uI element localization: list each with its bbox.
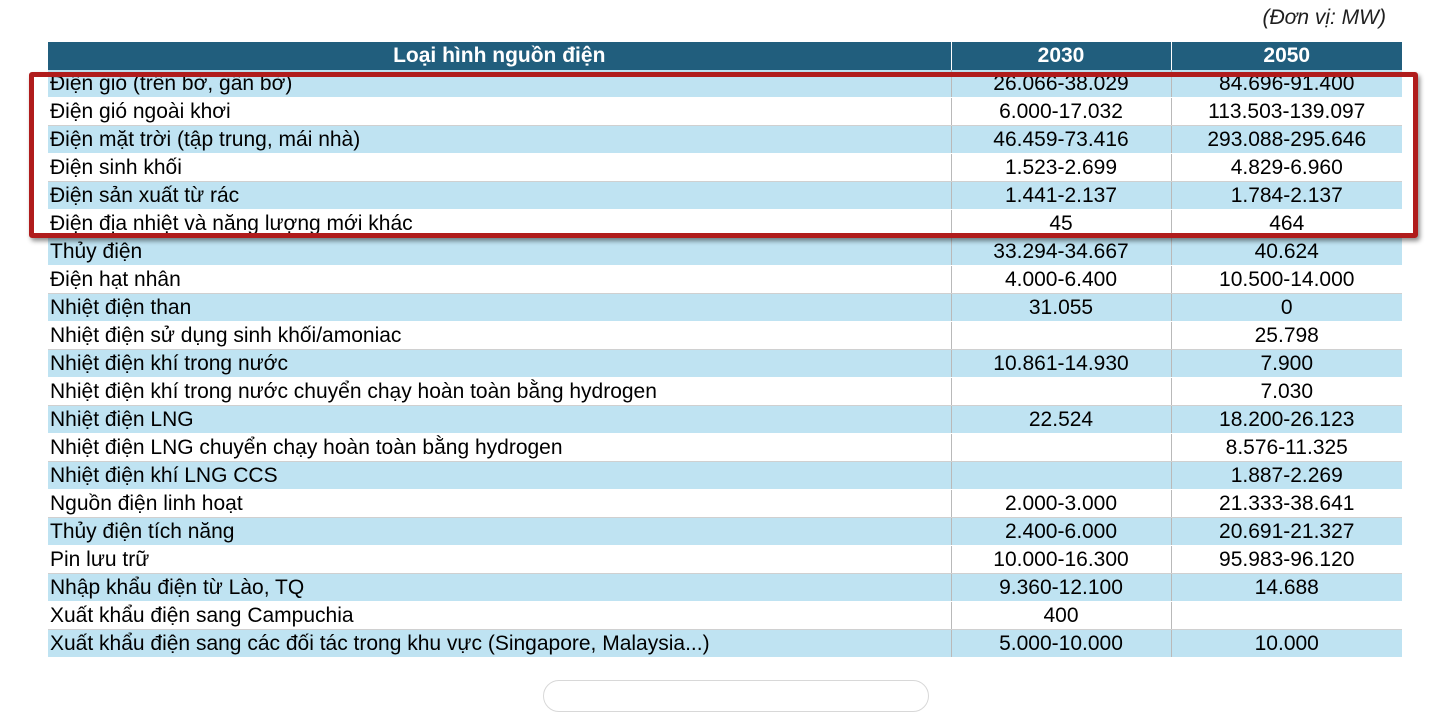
source-type-cell: Nhiệt điện LNG [48,406,951,434]
value-2050-cell: 25.798 [1171,322,1402,350]
value-2030-cell: 4.000-6.400 [951,266,1171,294]
value-2050-cell: 21.333-38.641 [1171,490,1402,518]
table-row [48,574,1402,602]
value-2030-cell: 5.000-10.000 [951,630,1171,658]
value-2050-cell: 1.887-2.269 [1171,462,1402,490]
value-2030-cell: 10.000-16.300 [951,546,1171,574]
value-2030-cell: 9.360-12.100 [951,574,1171,602]
value-2050-cell: 18.200-26.123 [1171,406,1402,434]
table-row [48,182,1402,210]
table-row [48,378,1402,406]
source-type-cell: Điện sản xuất từ rác [48,182,951,210]
source-type-cell: Nhiệt điện LNG chuyển chạy hoàn toàn bằng hydrogen [48,434,951,462]
value-2050-cell: 20.691-21.327 [1171,518,1402,546]
table-row [48,406,1402,434]
power-source-table-container [48,42,1402,658]
table-row [48,462,1402,490]
value-2030-cell: 1.441-2.137 [951,182,1171,210]
table-row [48,434,1402,462]
table-header [48,42,1402,70]
source-type-cell: Xuất khẩu điện sang Campuchia [48,602,951,630]
source-type-cell: Nhiệt điện khí trong nước chuyển chạy hoàn toàn bằng hydrogen [48,378,951,406]
source-type-cell: Nguồn điện linh hoạt [48,490,951,518]
source-type-cell: Xuất khẩu điện sang các đối tác trong khu vực (Singapore, Malaysia...) [48,630,951,658]
bottom-toolbar-pill [543,680,929,712]
source-type-cell: Thủy điện [48,238,951,266]
value-2030-cell: 2.000-3.000 [951,490,1171,518]
source-type-cell: Nhiệt điện khí trong nước [48,350,951,378]
value-2030-cell [951,322,1171,350]
source-type-cell: Điện gió ngoài khơi [48,98,951,126]
source-type-cell: Nhập khẩu điện từ Lào, TQ [48,574,951,602]
table-row [48,602,1402,630]
value-2030-cell: 400 [951,602,1171,630]
value-2050-cell: 4.829-6.960 [1171,154,1402,182]
table-row [48,518,1402,546]
value-2030-cell: 22.524 [951,406,1171,434]
table-row [48,210,1402,238]
table-row [48,266,1402,294]
value-2050-cell: 14.688 [1171,574,1402,602]
header-2030: 2030 [951,42,1171,70]
source-type-cell: Nhiệt điện khí LNG CCS [48,462,951,490]
table-row [48,98,1402,126]
value-2050-cell: 113.503-139.097 [1171,98,1402,126]
value-2050-cell: 95.983-96.120 [1171,546,1402,574]
value-2030-cell: 26.066-38.029 [951,70,1171,98]
value-2050-cell: 0 [1171,294,1402,322]
value-2050-cell: 7.030 [1171,378,1402,406]
source-type-cell: Thủy điện tích năng [48,518,951,546]
source-type-cell: Điện gió (trên bờ, gần bờ) [48,70,951,98]
value-2030-cell: 2.400-6.000 [951,518,1171,546]
value-2030-cell [951,434,1171,462]
value-2050-cell: 8.576-11.325 [1171,434,1402,462]
header-2050: 2050 [1171,42,1402,70]
source-type-cell: Pin lưu trữ [48,546,951,574]
source-type-cell: Điện mặt trời (tập trung, mái nhà) [48,126,951,154]
table-body [48,70,1402,658]
table-row [48,322,1402,350]
source-type-cell: Điện hạt nhân [48,266,951,294]
header-row [48,42,1402,70]
value-2030-cell: 10.861-14.930 [951,350,1171,378]
table-row [48,546,1402,574]
value-2030-cell: 31.055 [951,294,1171,322]
table-row [48,490,1402,518]
value-2030-cell [951,462,1171,490]
value-2050-cell: 10.000 [1171,630,1402,658]
value-2050-cell: 10.500-14.000 [1171,266,1402,294]
table-row [48,350,1402,378]
source-type-cell: Nhiệt điện than [48,294,951,322]
table-row [48,294,1402,322]
value-2050-cell: 7.900 [1171,350,1402,378]
power-source-table [48,42,1402,658]
source-type-cell: Điện sinh khối [48,154,951,182]
table-row [48,154,1402,182]
value-2050-cell: 1.784-2.137 [1171,182,1402,210]
source-type-cell: Nhiệt điện sử dụng sinh khối/amoniac [48,322,951,350]
value-2050-cell: 464 [1171,210,1402,238]
value-2030-cell: 6.000-17.032 [951,98,1171,126]
table-row [48,70,1402,98]
table-row [48,238,1402,266]
value-2050-cell [1171,602,1402,630]
source-type-cell: Điện địa nhiệt và năng lượng mới khác [48,210,951,238]
value-2050-cell: 40.624 [1171,238,1402,266]
value-2030-cell: 45 [951,210,1171,238]
unit-note: (Đơn vị: MW) [1262,6,1386,29]
value-2050-cell: 293.088-295.646 [1171,126,1402,154]
table-row [48,126,1402,154]
value-2030-cell: 46.459-73.416 [951,126,1171,154]
value-2030-cell [951,378,1171,406]
table-row [48,630,1402,658]
value-2030-cell: 33.294-34.667 [951,238,1171,266]
header-source-type: Loại hình nguồn điện [48,42,951,70]
value-2030-cell: 1.523-2.699 [951,154,1171,182]
value-2050-cell: 84.696-91.400 [1171,70,1402,98]
